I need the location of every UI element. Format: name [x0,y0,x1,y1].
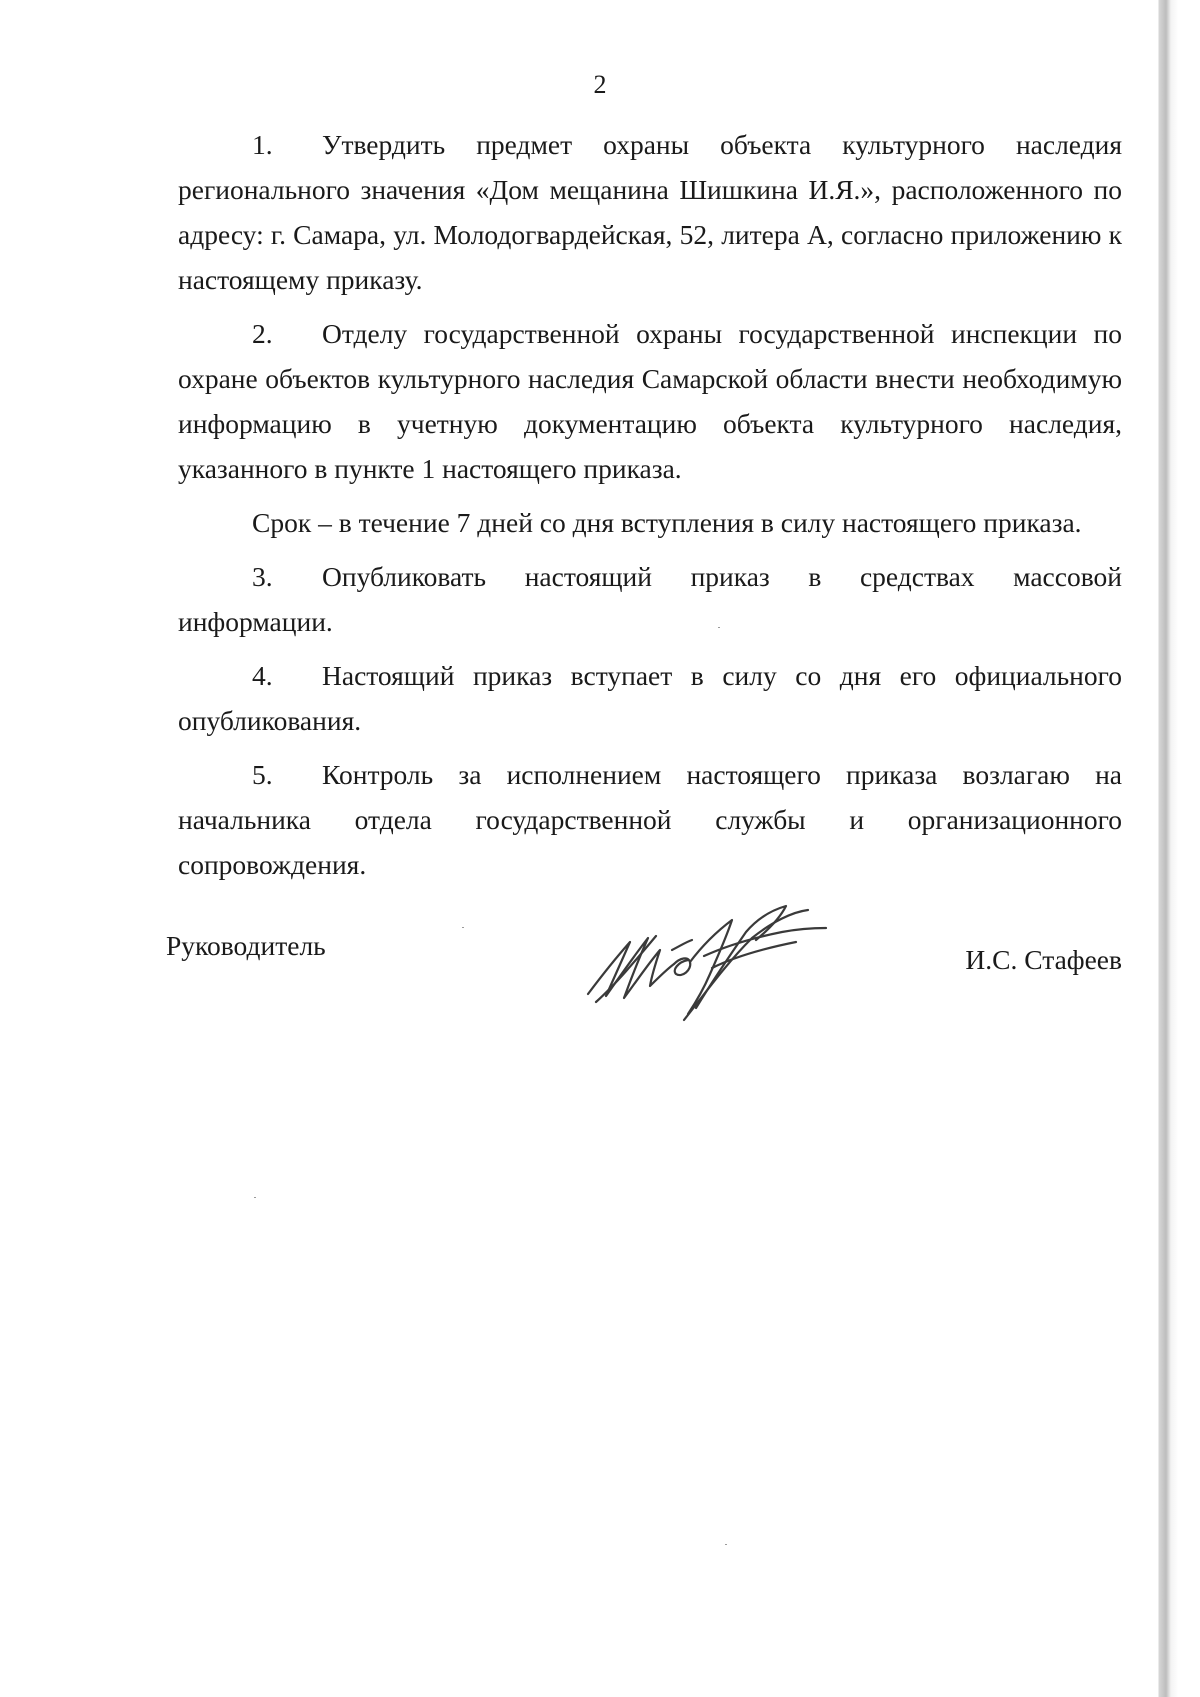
paragraph-text: Опубликовать настоящий приказ в средствах массовой информации. [178,561,1122,637]
paragraph-number: 1. [252,129,273,160]
paragraph-text: Настоящий приказ вступает в силу со дня его официального опубликования. [178,660,1122,736]
scan-speck [718,627,720,628]
paragraph-text: Срок – в течение 7 дней со дня вступления в силу настоящего приказа. [252,507,1082,538]
signer-role: Руководитель [166,930,326,961]
paragraph-number: 3. [252,561,273,592]
page-number: 2 [593,70,607,99]
handwritten-signature-icon [576,898,836,1028]
paragraph-number: 4. [252,660,273,691]
paragraph-text: Контроль за исполнением настоящего приказа возлагаю на начальника отдела государственной службы и организационного сопровождения. [178,759,1122,880]
paragraph-5 [178,752,1122,887]
paragraph-deadline [178,500,1122,545]
paragraph-3 [178,554,1122,644]
scan-speck [254,1197,256,1198]
scan-edge [1142,0,1200,1697]
paragraph-text: Отделу государственной охраны государственной инспекции по охране объектов культурного наследия Самарской области внести необходимую информацию в учетную документацию объекта культурного наследия, указанного в пункте 1 настоящего приказа. [178,318,1122,484]
signer-name: И.С. Стафеев [965,944,1122,975]
paragraph-1 [178,122,1122,302]
document-body [178,122,1122,896]
paragraph-2 [178,311,1122,491]
signature-block [166,928,1122,1018]
paragraph-4 [178,653,1122,743]
paragraph-number: 2. [252,318,273,349]
scan-speck [462,927,464,928]
scan-speck [725,1544,727,1545]
paragraph-text: Утвердить предмет охраны объекта культурного наследия регионального значения «Дом мещанина Шишкина И.Я.», расположенного по адресу: г. Самара, ул. Молодогвардейская, 52, литера А, согласно приложению к настоящему приказу. [178,129,1122,295]
paragraph-number: 5. [252,759,273,790]
